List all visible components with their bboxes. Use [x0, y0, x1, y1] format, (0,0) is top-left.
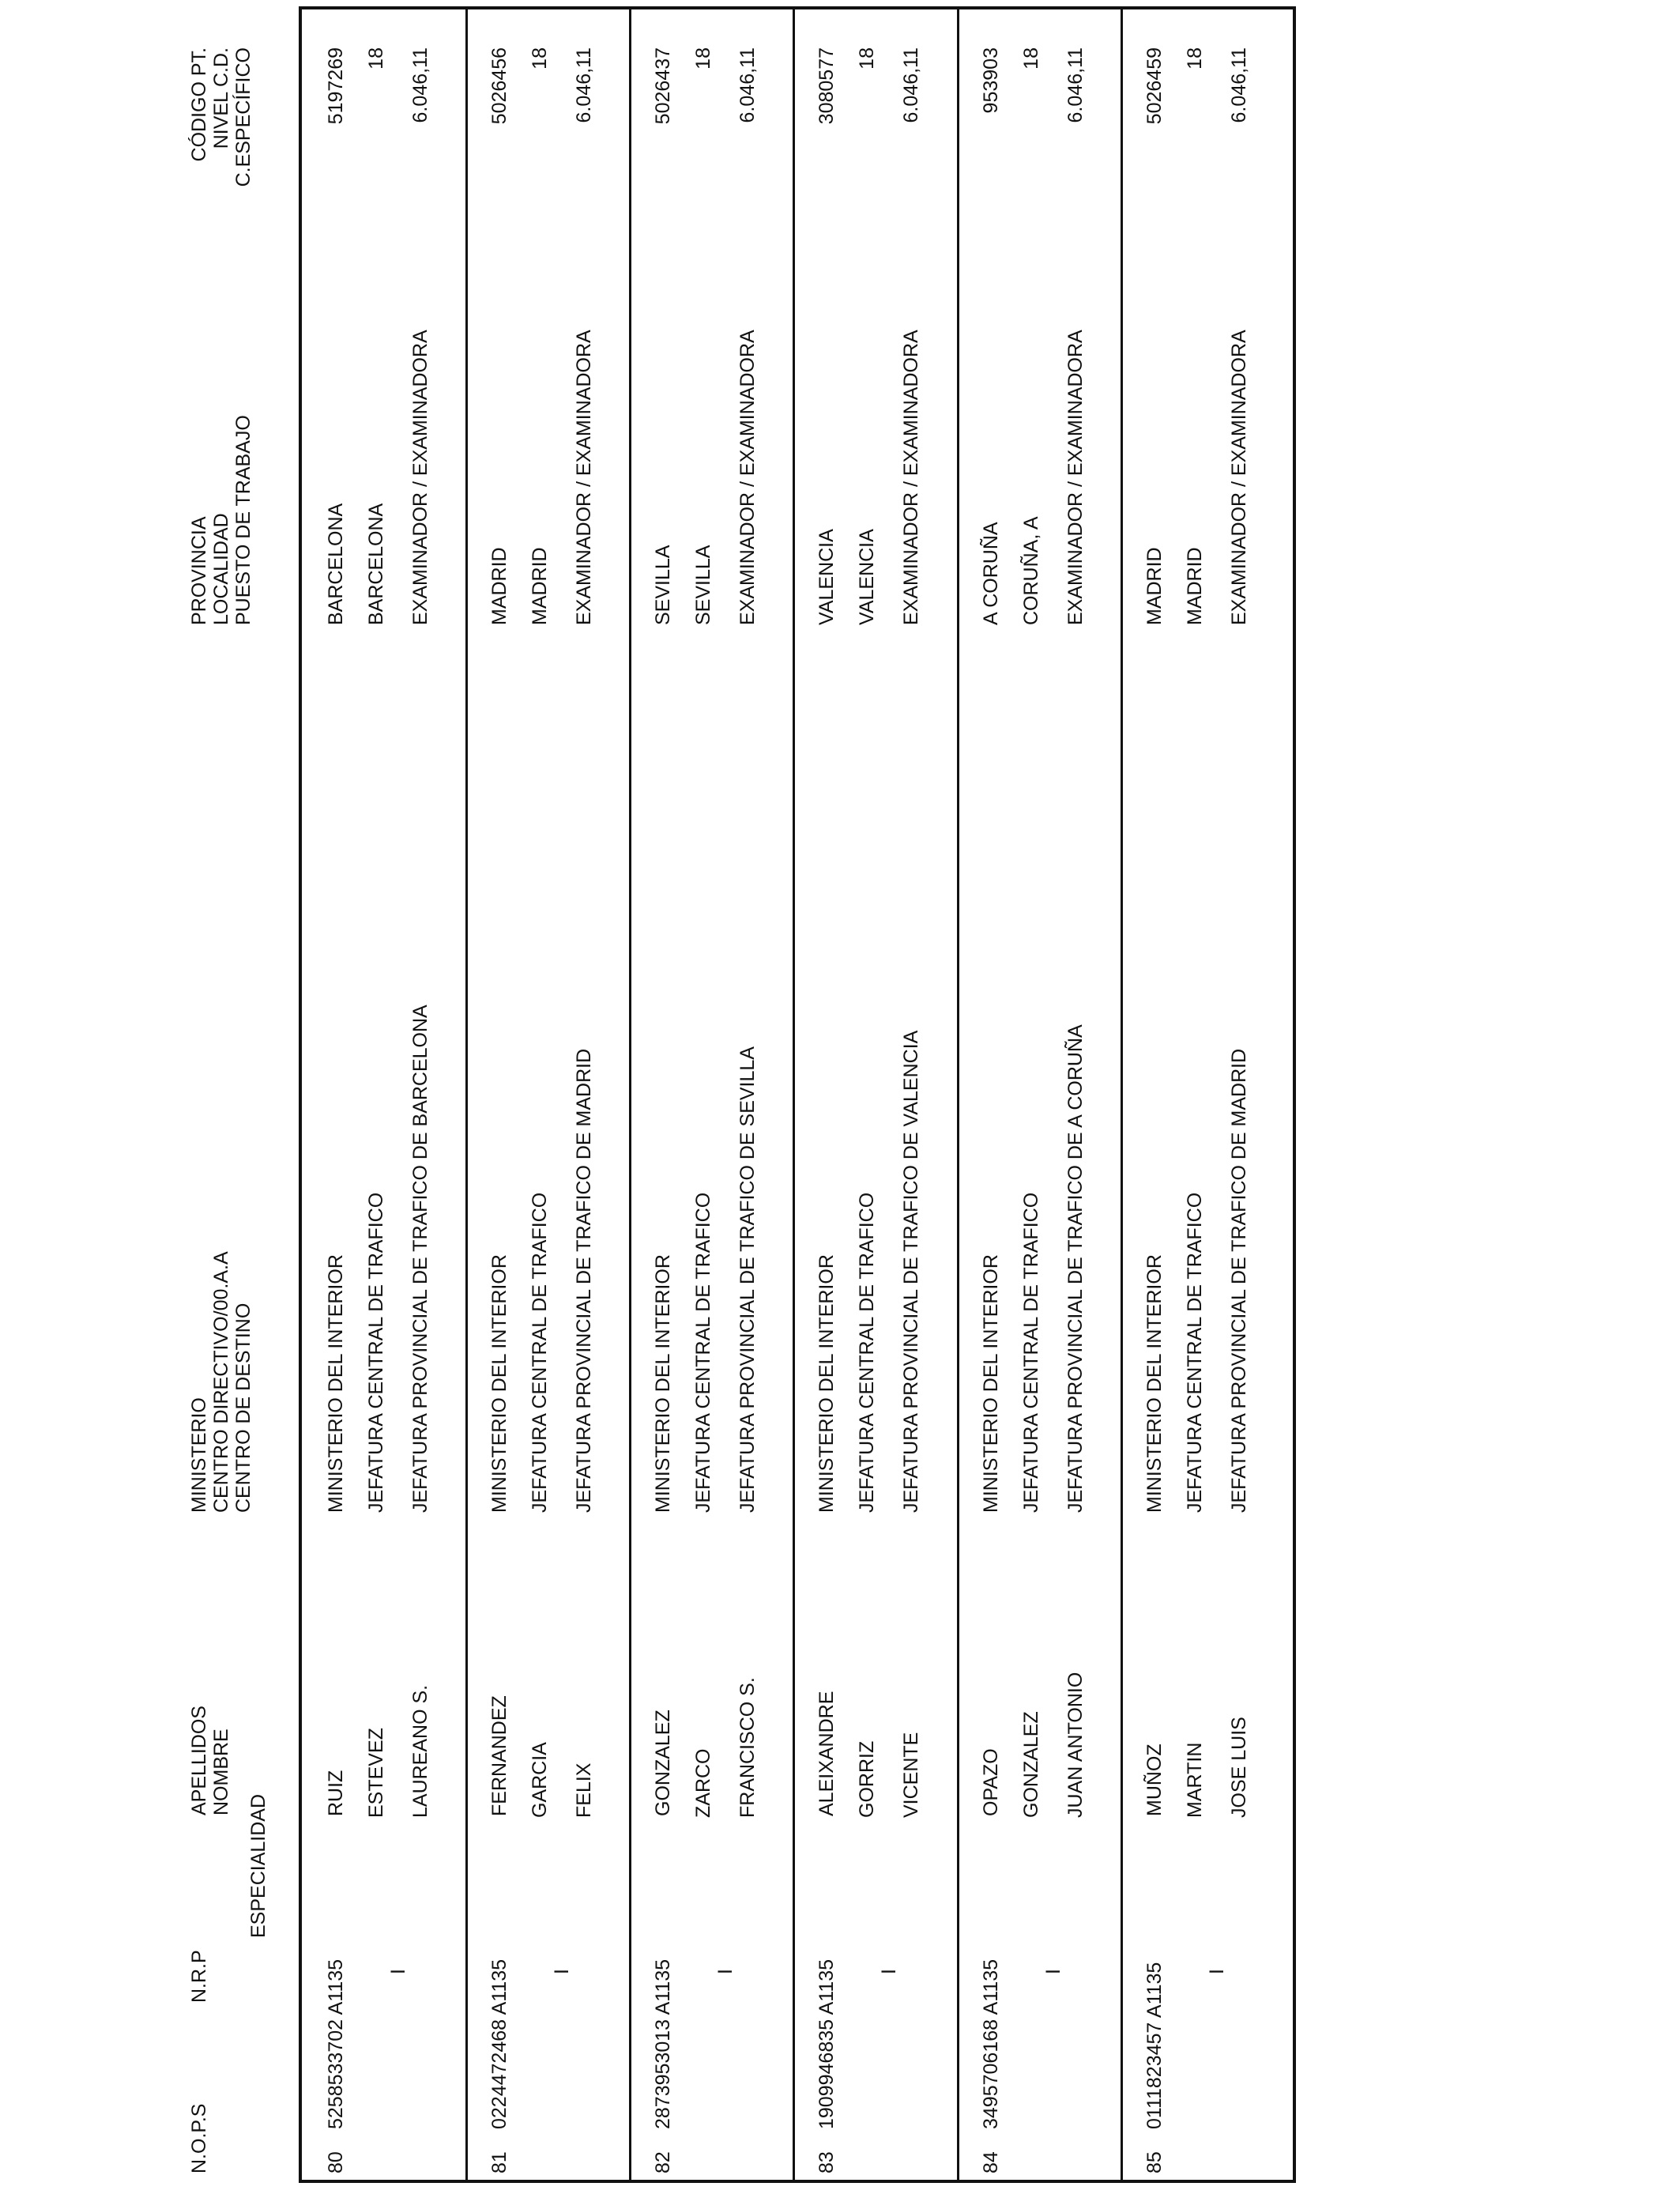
codigo-pt: 5026456 — [488, 47, 510, 125]
provincia: MADRID — [1143, 547, 1166, 625]
nombre: JOSE LUIS — [1228, 1717, 1250, 1818]
localidad: SEVILLA — [692, 545, 714, 625]
row-separator — [465, 6, 468, 2183]
nombre: LAUREANO S. — [409, 1684, 431, 1818]
c-especifico: 6.046,11 — [573, 47, 595, 123]
nrp: 2873953013 A1135 — [652, 1958, 674, 2129]
apellido2: GORRIZ — [856, 1740, 878, 1818]
c-especifico: 6.046,11 — [1228, 47, 1250, 123]
nivel-cd: 18 — [856, 47, 878, 70]
ministerio: MINISTERIO DEL INTERIOR — [980, 1254, 1002, 1513]
apellido2: GONZALEZ — [1020, 1711, 1042, 1818]
centro-destino: JEFATURA PROVINCIAL DE TRAFICO DE MADRID — [1228, 1048, 1250, 1513]
nivel-cd: 18 — [1020, 47, 1042, 70]
provincia: SEVILLA — [652, 545, 674, 625]
centro-destino: JEFATURA PROVINCIAL DE TRAFICO DE A CORUÑA — [1064, 1024, 1087, 1513]
centro-destino: JEFATURA PROVINCIAL DE TRAFICO DE BARCELONA — [409, 1005, 431, 1513]
centro-directivo: JEFATURA CENTRAL DE TRAFICO — [856, 1192, 878, 1513]
table-frame — [299, 6, 1296, 2183]
especialidad: I — [387, 1969, 409, 1974]
header-codigo: CÓDIGO PT. — [188, 47, 210, 162]
centro-directivo: JEFATURA CENTRAL DE TRAFICO — [529, 1192, 551, 1513]
nrp: 1909946835 A1135 — [816, 1958, 838, 2129]
especialidad: I — [878, 1969, 900, 1974]
nrp: 5258533702 A1135 — [325, 1958, 347, 2129]
localidad: BARCELONA — [365, 503, 387, 625]
provincia: MADRID — [488, 547, 510, 625]
header-ministerio: MINISTERIO — [188, 1397, 210, 1513]
apellido1: ALEIXANDRE — [816, 1691, 838, 1816]
centro-directivo: JEFATURA CENTRAL DE TRAFICO — [1020, 1192, 1042, 1513]
centro-destino: JEFATURA PROVINCIAL DE TRAFICO DE MADRID — [573, 1048, 595, 1513]
ministerio: MINISTERIO DEL INTERIOR — [488, 1254, 510, 1513]
localidad: VALENCIA — [856, 529, 878, 625]
nivel-cd: 18 — [1184, 47, 1206, 70]
nivel-cd: 18 — [365, 47, 387, 70]
puesto-trabajo: EXAMINADOR / EXAMINADORA — [736, 330, 759, 625]
codigo-pt: 5026437 — [652, 47, 674, 125]
ministerio: MINISTERIO DEL INTERIOR — [652, 1254, 674, 1513]
especialidad: I — [1042, 1969, 1064, 1974]
puesto-trabajo: EXAMINADOR / EXAMINADORA — [1064, 330, 1087, 625]
codigo-pt: 5197269 — [325, 47, 347, 125]
header-nombre: NOMBRE — [210, 1728, 232, 1815]
nombre: JUAN ANTONIO — [1064, 1672, 1087, 1818]
puesto-trabajo: EXAMINADOR / EXAMINADORA — [409, 330, 431, 625]
c-especifico: 6.046,11 — [409, 47, 431, 123]
apellido1: OPAZO — [980, 1748, 1002, 1816]
nops: 83 — [816, 2151, 838, 2173]
codigo-pt: 953903 — [980, 47, 1002, 114]
nombre: VICENTE — [900, 1732, 922, 1818]
header-nrp: N.R.P — [188, 1950, 210, 2003]
localidad: MADRID — [529, 547, 551, 625]
nops: 81 — [488, 2151, 510, 2173]
especialidad: I — [714, 1969, 736, 1974]
header-nops: N.O.P.S — [188, 2103, 210, 2173]
header-apellidos: APELLIDOS — [188, 1706, 210, 1815]
nops: 82 — [652, 2151, 674, 2173]
centro-directivo: JEFATURA CENTRAL DE TRAFICO — [365, 1192, 387, 1513]
apellido1: MUÑOZ — [1143, 1744, 1166, 1816]
ministerio: MINISTERIO DEL INTERIOR — [1143, 1254, 1166, 1513]
puesto-trabajo: EXAMINADOR / EXAMINADORA — [900, 330, 922, 625]
ministerio: MINISTERIO DEL INTERIOR — [325, 1254, 347, 1513]
apellido1: GONZALEZ — [652, 1710, 674, 1816]
provincia: VALENCIA — [816, 529, 838, 625]
header-centro-destino: CENTRO DE DESTINO — [232, 1302, 254, 1513]
centro-directivo: JEFATURA CENTRAL DE TRAFICO — [692, 1192, 714, 1513]
localidad: CORUÑA, A — [1020, 516, 1042, 625]
codigo-pt: 5026459 — [1143, 47, 1166, 125]
provincia: A CORUÑA — [980, 522, 1002, 625]
nombre: FRANCISCO S. — [736, 1677, 759, 1818]
puesto-trabajo: EXAMINADOR / EXAMINADORA — [1228, 330, 1250, 625]
localidad: MADRID — [1184, 547, 1206, 625]
header-especifico: C.ESPECÍFICO — [232, 47, 254, 187]
row-separator — [793, 6, 795, 2183]
row-separator — [957, 6, 959, 2183]
header-localidad: LOCALIDAD — [210, 513, 232, 625]
centro-destino: JEFATURA PROVINCIAL DE TRAFICO DE SEVILLA — [736, 1046, 759, 1513]
nrp: 3495706168 A1135 — [980, 1958, 1002, 2129]
row-separator — [1121, 6, 1123, 2183]
nops: 84 — [980, 2151, 1002, 2173]
ministerio: MINISTERIO DEL INTERIOR — [816, 1254, 838, 1513]
provincia: BARCELONA — [325, 503, 347, 625]
nrp: 0111823457 A1135 — [1143, 1962, 1166, 2129]
nrp: 0224472468 A1135 — [488, 1958, 510, 2129]
c-especifico: 6.046,11 — [1064, 47, 1087, 123]
apellido1: FERNANDEZ — [488, 1695, 510, 1816]
header-provincia: PROVINCIA — [188, 516, 210, 625]
codigo-pt: 3080577 — [816, 47, 838, 125]
especialidad: I — [551, 1969, 573, 1974]
c-especifico: 6.046,11 — [736, 47, 759, 123]
header-centro-directivo: CENTRO DIRECTIVO/00.A.A — [210, 1251, 232, 1513]
header-puesto: PUESTO DE TRABAJO — [232, 415, 254, 625]
centro-destino: JEFATURA PROVINCIAL DE TRAFICO DE VALENCIA — [900, 1030, 922, 1513]
row-separator — [629, 6, 631, 2183]
apellido1: RUIZ — [325, 1770, 347, 1816]
centro-directivo: JEFATURA CENTRAL DE TRAFICO — [1184, 1192, 1206, 1513]
apellido2: MARTIN — [1184, 1742, 1206, 1818]
especialidad: I — [1206, 1969, 1228, 1974]
header-nivel: NIVEL C.D. — [210, 47, 232, 149]
nops: 85 — [1143, 2151, 1166, 2173]
apellido2: ESTEVEZ — [365, 1728, 387, 1818]
nombre: FELIX — [573, 1762, 595, 1818]
nivel-cd: 18 — [529, 47, 551, 70]
nivel-cd: 18 — [692, 47, 714, 70]
apellido2: GARCIA — [529, 1742, 551, 1818]
puesto-trabajo: EXAMINADOR / EXAMINADORA — [573, 330, 595, 625]
header-especialidad: ESPECIALIDAD — [247, 1793, 269, 1938]
nops: 80 — [325, 2151, 347, 2173]
apellido2: ZARCO — [692, 1748, 714, 1818]
c-especifico: 6.046,11 — [900, 47, 922, 123]
